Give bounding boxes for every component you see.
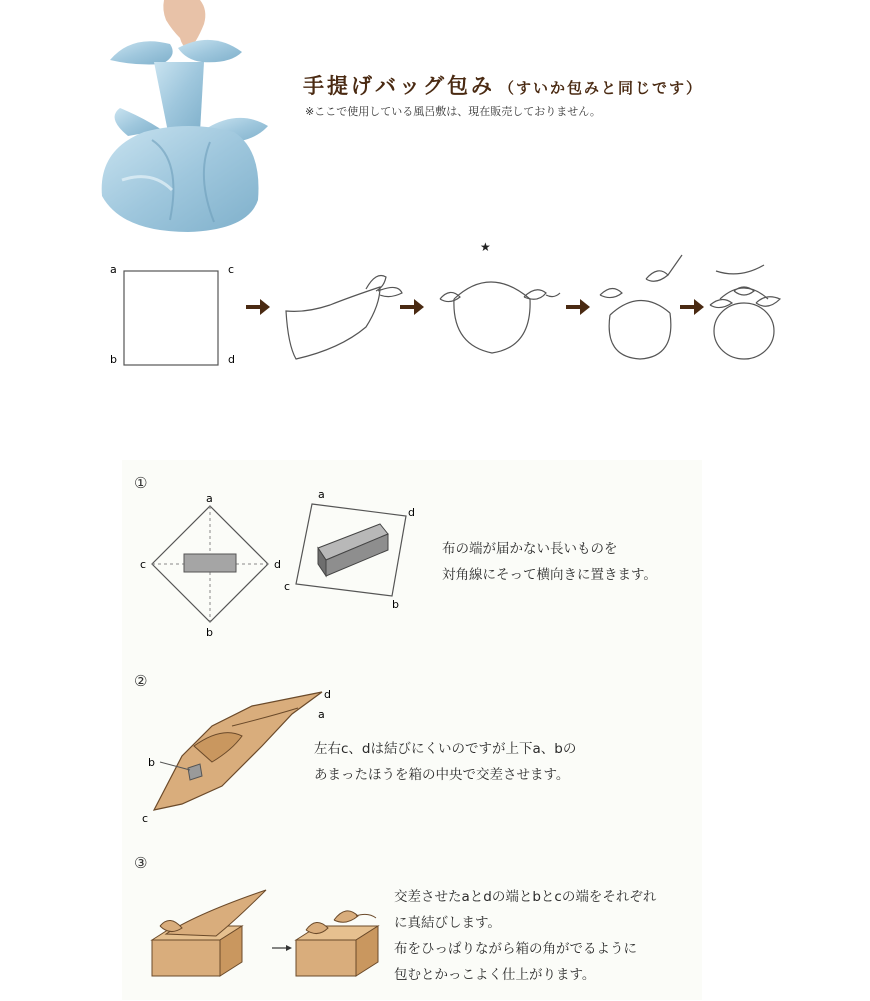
step-3-knot-diagram [146,884,386,984]
cloth-square [124,271,218,365]
step-3-line-3: 布をひっぱりながら箱の角がでるように [394,941,637,957]
step-3-line-1: 交差させたaとdの端とbとcの端をそれぞれ [394,889,657,905]
step-1-line-1: 布の端が届かない長いものを [442,541,618,557]
overview-step-lift [600,255,682,359]
svg-text:c: c [140,558,147,571]
step-2-line-2: あまったほうを箱の中央で交差させます。 [314,767,570,783]
svg-text:c: c [142,812,149,825]
svg-text:b: b [148,756,155,769]
furoshiki-bag-photo [92,0,282,236]
svg-text:b: b [206,626,213,639]
corner-label-a: a [110,263,117,276]
svg-text:d: d [324,688,331,701]
step-3-description [394,884,656,988]
star-mark: ★ [480,240,491,254]
step-2-cross-diagram [142,686,342,826]
arrow-3 [566,299,590,315]
step-1-description [442,536,657,588]
step-2-description [314,736,576,788]
title-main: 手提げバッグ包み [303,74,495,98]
step-3-line-4: 包むとかっこよく仕上がります。 [394,967,596,983]
step-2-line-1: 左右c、dは結びにくいのですが上下a、bの [314,741,577,757]
overview-step-two-knots [440,282,560,353]
availability-note: ※ここで使用している風呂敷は、現在販売しておりません。 [305,105,601,118]
step-1-number: ① [134,474,148,492]
box-icon [184,554,236,572]
svg-text:a: a [318,488,325,501]
svg-text:b: b [392,598,399,611]
svg-text:c: c [284,580,291,593]
wrapping-overview-diagram [100,235,800,385]
overview-step-tie [286,276,402,360]
step-3-line-2: に真結びします。 [394,915,501,931]
steps-panel [122,460,702,1000]
svg-text:a: a [206,492,213,505]
overview-step-finished [710,265,780,359]
corner-label-c: c [228,263,235,276]
step-3-number: ③ [134,854,148,872]
svg-text:d: d [274,558,281,571]
arrow-4 [680,299,704,315]
svg-text:d: d [408,506,415,519]
step-2-number: ② [134,672,148,690]
arrow-2 [400,299,424,315]
step-1-diamond-diagram [140,490,290,640]
step-1-line-2: 対角線にそって横向きに置きます。 [442,567,657,583]
title-subtitle: （すいか包みと同じです） [499,79,704,97]
step-1-perspective-diagram [284,488,414,610]
corner-label-b: b [110,353,117,366]
page-title [303,70,703,100]
corner-label-d: d [228,353,235,366]
arrow-1 [246,299,270,315]
svg-text:a: a [318,708,325,721]
